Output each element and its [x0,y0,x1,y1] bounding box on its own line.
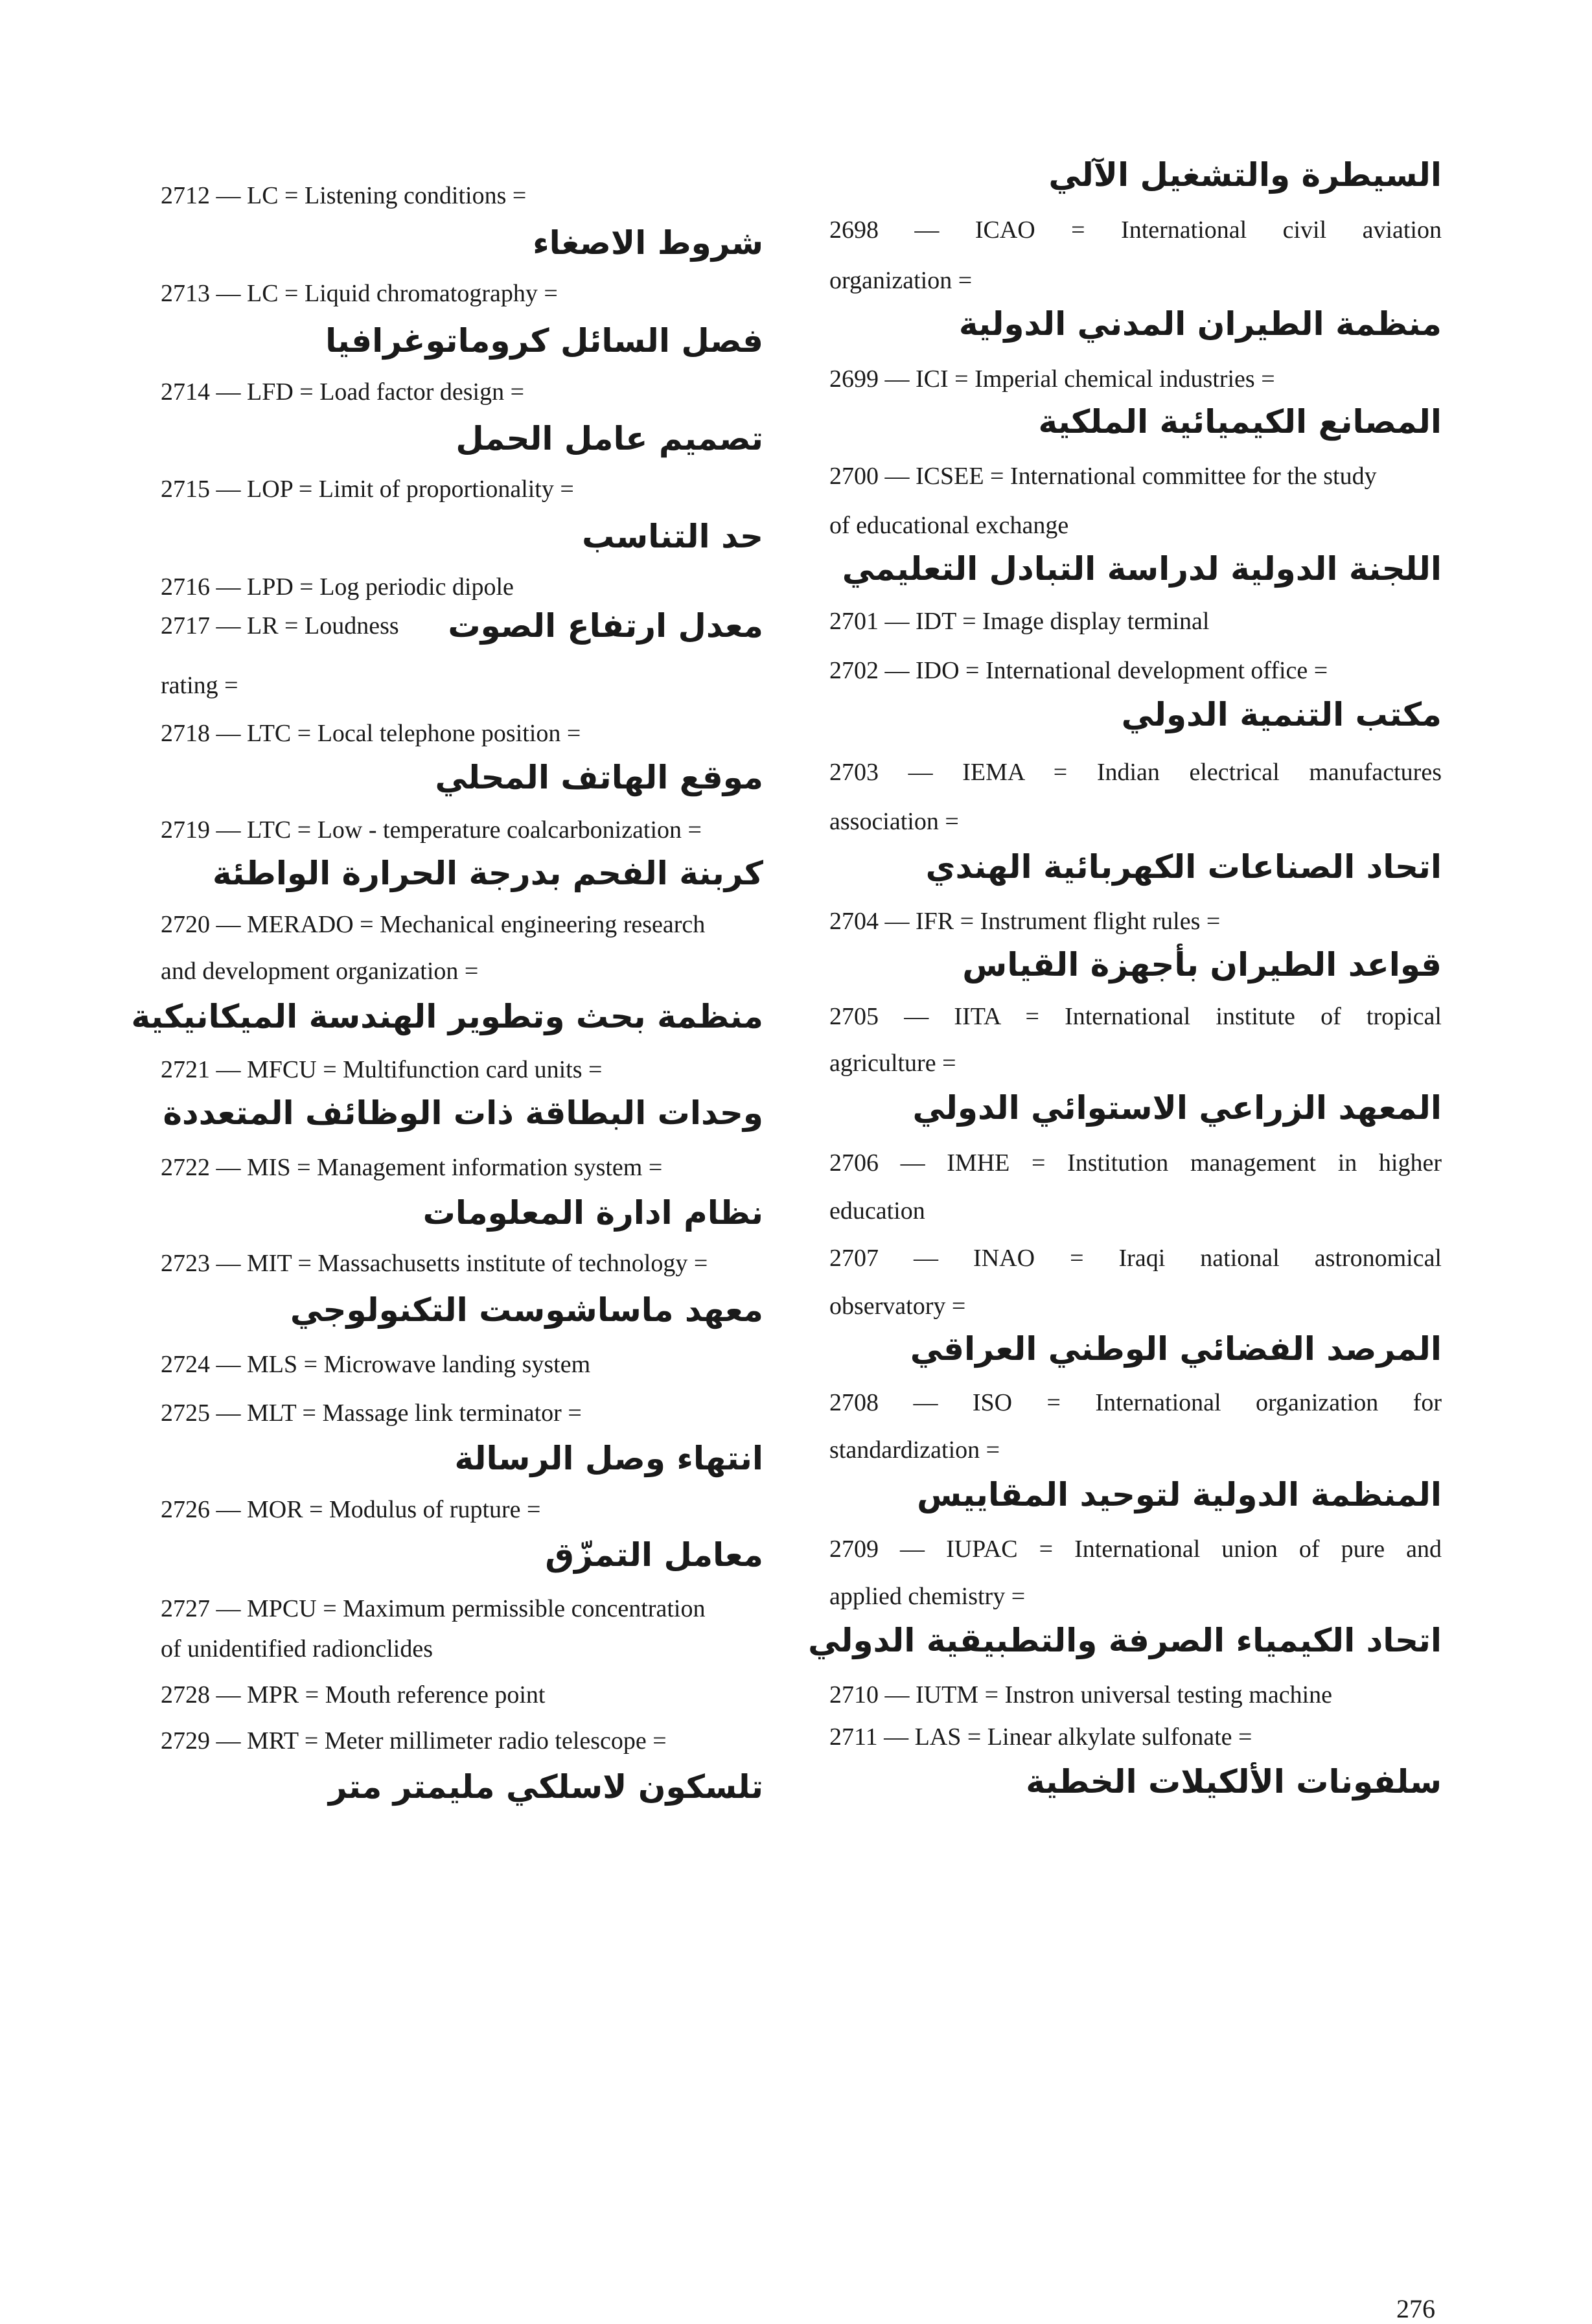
arabic-translation: منظمة الطيران المدني الدولية [958,305,1442,343]
glossary-entry: 2727 — MPCU = Maximum permissible concentration [161,1595,706,1622]
glossary-entry: 2718 — LTC = Local telephone position = [161,720,581,747]
glossary-entry: 2700 — ICSEE = International committee for the study [829,463,1377,490]
glossary-entry: 2701 — IDT = Image display terminal [829,608,1210,635]
glossary-entry: standardization = [829,1436,1000,1464]
arabic-translation: السيطرة والتشغيل الآلي [1048,156,1442,194]
glossary-entry: observatory = [829,1293,966,1320]
glossary-entry: 2706 — IMHE = Institution management in higher [829,1149,1442,1177]
arabic-translation: حد التناسب [582,518,763,555]
glossary-entry: 2702 — IDO = International development office = [829,657,1328,684]
glossary-entry: 2705 — IITA = International institute of tropical [829,1003,1442,1030]
arabic-translation: معدل ارتفاع الصوت [448,607,763,645]
page-number: 276 [1396,2294,1435,2323]
arabic-translation: فصل السائل كروماتوغرافيا [325,322,763,360]
glossary-entry: and development organization = [161,958,479,985]
glossary-entry: 2722 — MIS = Management information system = [161,1154,663,1181]
glossary-entry: 2721 — MFCU = Multifunction card units = [161,1056,603,1083]
glossary-entry: 2719 — LTC = Low - temperature coalcarbonization = [161,816,702,844]
arabic-translation: قواعد الطيران بأجهزة القياس [962,946,1442,984]
glossary-entry: 2709 — IUPAC = International union of pure and [829,1536,1442,1563]
arabic-translation: معهد ماساشوست التكنولوجي [290,1291,763,1329]
arabic-translation: كربنة الفحم بدرجة الحرارة الواطئة [213,855,763,892]
arabic-translation: تصميم عامل الحمل [456,420,763,457]
glossary-entry: of unidentified radionclides [161,1635,433,1662]
glossary-entry: 2712 — LC = Listening conditions = [161,182,527,209]
arabic-translation: مكتب التنمية الدولي [1121,696,1442,733]
glossary-entry: 2729 — MRT = Meter millimeter radio telescope = [161,1727,667,1755]
arabic-translation: المرصد الفضائي الوطني العراقي [910,1330,1442,1368]
arabic-translation: تلسكون لاسلكي مليمتر متر [328,1768,763,1806]
arabic-translation: المصانع الكيميائية الملكية [1038,403,1442,441]
glossary-entry: 2723 — MIT = Massachusetts institute of technology = [161,1250,708,1277]
glossary-entry: 2713 — LC = Liquid chromatography = [161,280,558,307]
glossary-entry: 2715 — LOP = Limit of proportionality = [161,476,574,503]
glossary-entry: 2703 — IEMA = Indian electrical manufactures [829,759,1442,786]
glossary-entry: 2728 — MPR = Mouth reference point [161,1681,546,1708]
glossary-entry: applied chemistry = [829,1583,1026,1610]
glossary-entry: education [829,1197,925,1225]
glossary-entry: 2710 — IUTM = Instron universal testing machine [829,1681,1333,1708]
glossary-entry: of educational exchange [829,512,1069,539]
glossary-entry: 2720 — MERADO = Mechanical engineering research [161,911,706,938]
arabic-translation: اتحاد الصناعات الكهربائية الهندي [925,848,1442,886]
glossary-entry: 2698 — ICAO = International civil aviation [829,216,1442,244]
glossary-entry: 2724 — MLS = Microwave landing system [161,1351,591,1378]
arabic-translation: سلفونات الألكيلات الخطية [1026,1763,1442,1801]
arabic-translation: موقع الهاتف المحلي [435,759,763,796]
arabic-translation: معامل التمزّق [545,1536,763,1574]
glossary-entry: 2716 — LPD = Log periodic dipole [161,573,514,601]
glossary-entry: 2699 — ICI = Imperial chemical industries = [829,365,1275,393]
arabic-translation: المنظمة الدولية لتوحيد المقاييس [917,1476,1442,1513]
arabic-translation: انتهاء وصل الرسالة [454,1440,763,1477]
glossary-entry: association = [829,808,959,835]
arabic-translation: المعهد الزراعي الاستوائي الدولي [912,1089,1442,1127]
glossary-entry: 2725 — MLT = Massage link terminator = [161,1399,582,1427]
glossary-entry [161,607,763,645]
arabic-translation: اتحاد الكيمياء الصرفة والتطبيقية الدولي [808,1622,1442,1659]
arabic-translation: اللجنة الدولية لدراسة التبادل التعليمي [842,550,1442,588]
entry-text: 2717 — LR = Loudness [161,612,399,639]
glossary-entry: 2704 — IFR = Instrument flight rules = [829,908,1221,935]
glossary-entry: 2708 — ISO = International organization for [829,1389,1442,1416]
arabic-translation: وحدات البطاقة ذات الوظائف المتعددة [163,1094,763,1132]
arabic-translation: شروط الاصغاء [533,224,763,262]
glossary-entry: 2707 — INAO = Iraqi national astronomical [829,1245,1442,1272]
glossary-entry: 2711 — LAS = Linear alkylate sulfonate = [829,1723,1252,1751]
arabic-translation: منظمة بحث وتطوير الهندسة الميكانيكية [131,998,763,1035]
glossary-entry: rating = [161,672,238,699]
arabic-translation: نظام ادارة المعلومات [422,1194,763,1232]
glossary-entry: agriculture = [829,1050,956,1077]
glossary-entry: 2726 — MOR = Modulus of rupture = [161,1496,541,1523]
glossary-entry: organization = [829,267,973,294]
glossary-entry: 2714 — LFD = Load factor design = [161,378,525,406]
